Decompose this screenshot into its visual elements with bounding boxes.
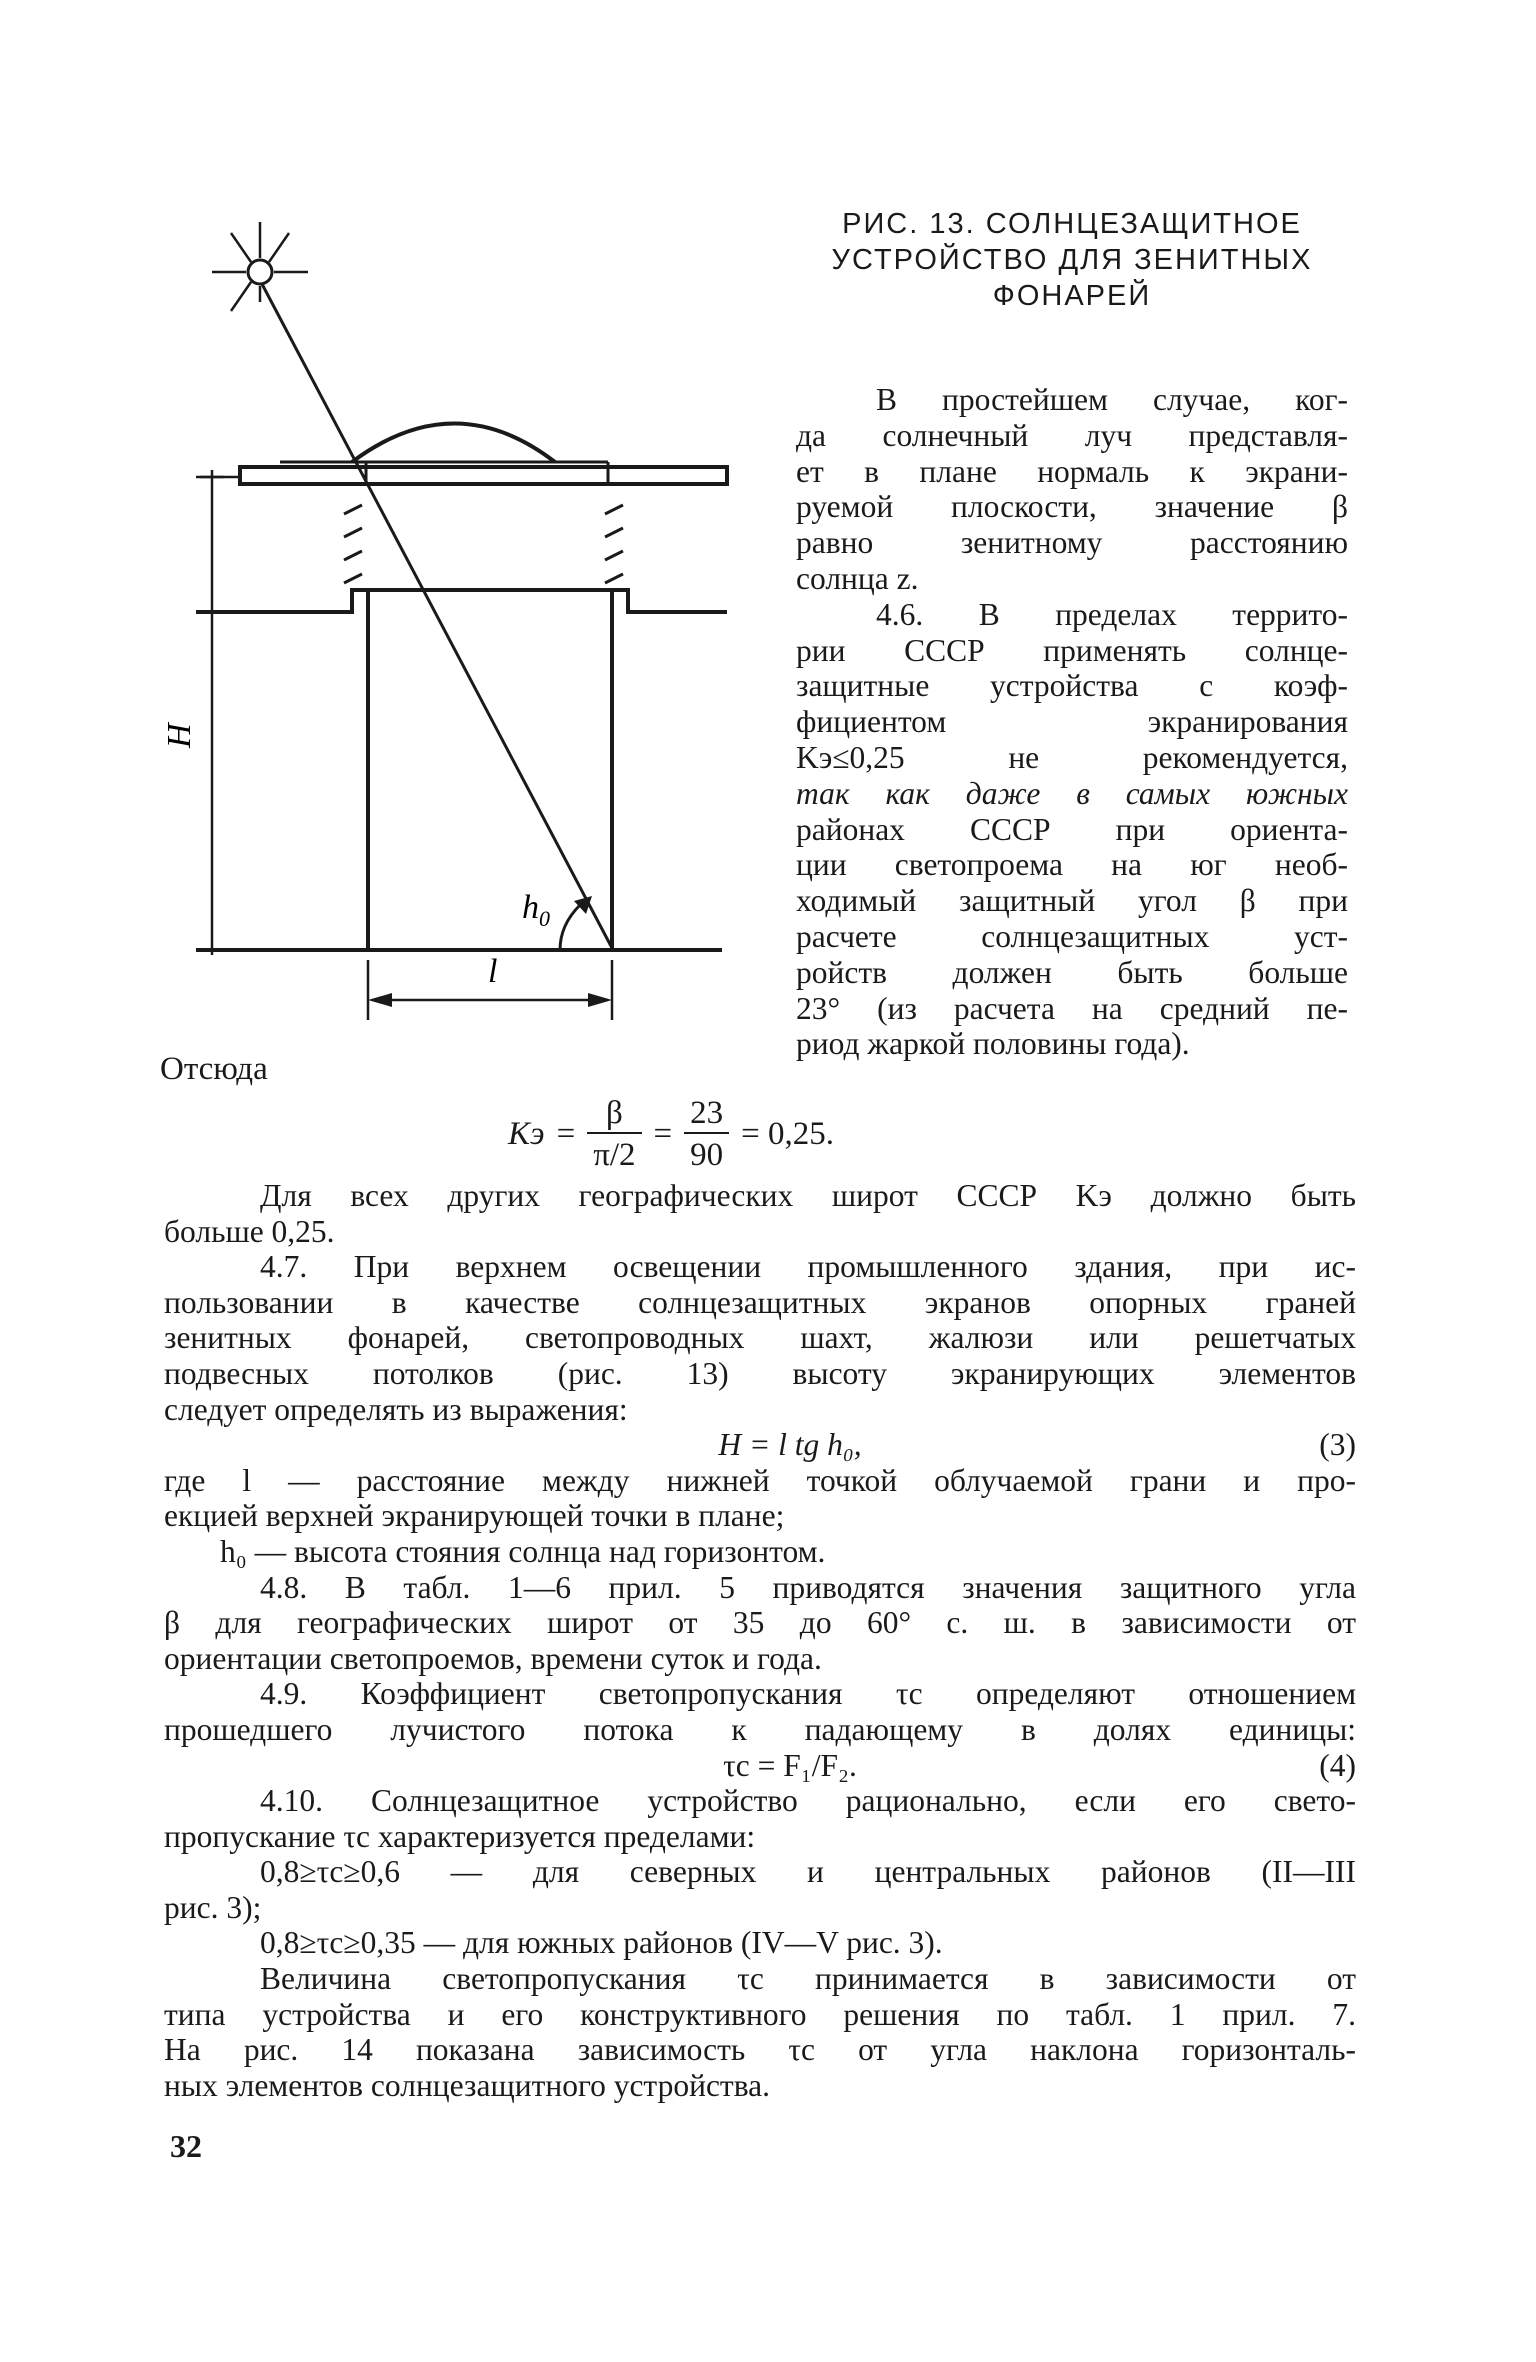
label-l-dimension: l — [488, 953, 498, 990]
text-line: руемой плоскости, значение β — [796, 489, 1348, 525]
text-line: 4.9. Коэффициент светопропускания τс определяют отношением — [260, 1676, 1356, 1712]
formula-k-e — [508, 1086, 834, 1182]
label-h-dimension: H — [161, 723, 198, 748]
text-line: так как даже в самых южных — [796, 775, 1348, 811]
text-line: пропускание τс характеризуется пределами: — [164, 1818, 756, 1854]
text-line: ройств должен быть больше — [796, 954, 1348, 990]
sun-ray-line — [262, 284, 612, 948]
figure-caption — [802, 206, 1342, 314]
text-line: ходимый защитный угол β при — [796, 883, 1348, 919]
text-line: β для географических широт от 35 до 60° с. ш. в зависимости от — [164, 1605, 1356, 1641]
text-line: зенитных фонарей, светопроводных шахт, жалюзи или решетчатых — [164, 1320, 1356, 1356]
main-body-text — [164, 1178, 1356, 2103]
equation-4-body: τс = F₁/F₂. — [723, 1747, 857, 1783]
text-line: ных элементов солнцезащитного устройства. — [164, 2067, 771, 2103]
text-line: следует определять из выражения: — [164, 1391, 628, 1427]
text-line: 4.8. В табл. 1—6 прил. 5 приводятся значения защитного угла — [260, 1569, 1356, 1605]
equation-3-number: (3) — [1319, 1427, 1356, 1463]
formula-eq: = — [556, 1115, 576, 1152]
text-line: На рис. 14 показана зависимость τс от угла наклона горизонталь- — [164, 2032, 1356, 2068]
text-line: Kэ≤0,25 не рекомендуется, — [796, 739, 1348, 775]
text-line: ориентации светопроемов, времени суток и года. — [164, 1640, 822, 1676]
roof-plate — [240, 467, 727, 484]
angle-h0-arc — [560, 905, 580, 950]
fraction-2 — [684, 1094, 729, 1174]
sun-icon — [212, 222, 308, 311]
equation-4-number: (4) — [1319, 1747, 1356, 1783]
fraction-denominator: π/2 — [587, 1132, 641, 1174]
text-line: риод жаркой половины года). — [796, 1026, 1190, 1062]
text-line: районах СССР при ориента- — [796, 811, 1348, 847]
text-line: пользовании в качестве солнцезащитных экранов опорных граней — [164, 1284, 1356, 1320]
text-line: 4.7. При верхнем освещении промышленного здания, при ис- — [260, 1249, 1356, 1285]
equation-4 — [164, 1748, 1356, 1784]
caption-line: УСТРОЙСТВО ДЛЯ ЗЕНИТНЫХ — [831, 244, 1313, 276]
text-line: защитные устройства с коэф- — [796, 668, 1348, 704]
text-line: солнца z. — [796, 560, 919, 596]
text-line: Для всех других географических широт СССР Kэ должно быть — [260, 1178, 1356, 1213]
caption-line: ФОНАРЕЙ — [992, 280, 1152, 312]
equation-3-body: H = l tg h₀, — [718, 1427, 862, 1463]
text-line: 4.6. В пределах террито- — [876, 596, 1348, 632]
text-line: 0,8≥τс≥0,6 — для северных и центральных районов (II—III — [260, 1854, 1356, 1890]
text-line: h₀ — высота стояния солнца над горизонтом. — [220, 1533, 826, 1569]
text-line: ет в плане нормаль к экрани- — [796, 453, 1348, 489]
label-h0: $h_0$ — [522, 889, 550, 931]
text-line: 23° (из расчета на средний пе- — [796, 990, 1348, 1026]
formula-lhs: Kэ — [508, 1115, 545, 1152]
caption-line: РИС. 13. СОЛНЦЕЗАЩИТНОЕ — [842, 208, 1302, 240]
louvre-left — [344, 505, 362, 583]
text-line: рии СССР применять солнце- — [796, 632, 1348, 668]
skylight-dome — [352, 424, 555, 463]
text-line: типа устройства и его конструктивного решения по табл. 1 прил. 7. — [164, 1996, 1356, 2032]
fraction-denominator: 90 — [684, 1132, 729, 1174]
text-line: фициентом экранирования — [796, 704, 1348, 740]
text-line: рис. 3); — [164, 1889, 262, 1925]
light-shaft — [196, 590, 727, 948]
formula-result: = 0,25. — [741, 1115, 835, 1152]
text-line: где l — расстояние между нижней точкой облучаемой грани и про- — [164, 1462, 1356, 1498]
page-number: 32 — [170, 2128, 202, 2164]
right-column-text — [796, 382, 1348, 1062]
otsyuda-label: Отсюда — [160, 1051, 268, 1087]
text-line: больше 0,25. — [164, 1213, 335, 1249]
text-line: 0,8≥τс≥0,35 — для южных районов (IV—V рис. 3). — [260, 1925, 943, 1961]
text-line: В простейшем случае, ког- — [876, 382, 1348, 417]
text-line: равно зенитному расстоянию — [796, 525, 1348, 561]
text-line: да солнечный луч представля- — [796, 417, 1348, 453]
figure-13-diagram — [161, 210, 740, 1030]
formula-eq: = — [653, 1115, 673, 1152]
louvre-right — [605, 505, 623, 583]
text-line: екцией верхней экранирующей точки в плане; — [164, 1498, 785, 1534]
text-line: подвесных потолков (рис. 13) высоту экранирующих элементов — [164, 1355, 1356, 1391]
text-line: ции светопроема на юг необ- — [796, 847, 1348, 883]
fraction-numerator: 23 — [690, 1095, 724, 1131]
text-line: расчете солнцезащитных уст- — [796, 918, 1348, 954]
text-line: Величина светопропускания τс принимается в зависимости от — [260, 1961, 1356, 1997]
fraction-1 — [587, 1094, 641, 1174]
fraction-numerator: β — [605, 1095, 623, 1131]
text-line: прошедшего лучистого потока к падающему в долях единицы: — [164, 1711, 1356, 1747]
equation-3 — [164, 1427, 1356, 1463]
text-line: 4.10. Солнцезащитное устройство рационально, если его свето- — [260, 1783, 1356, 1819]
